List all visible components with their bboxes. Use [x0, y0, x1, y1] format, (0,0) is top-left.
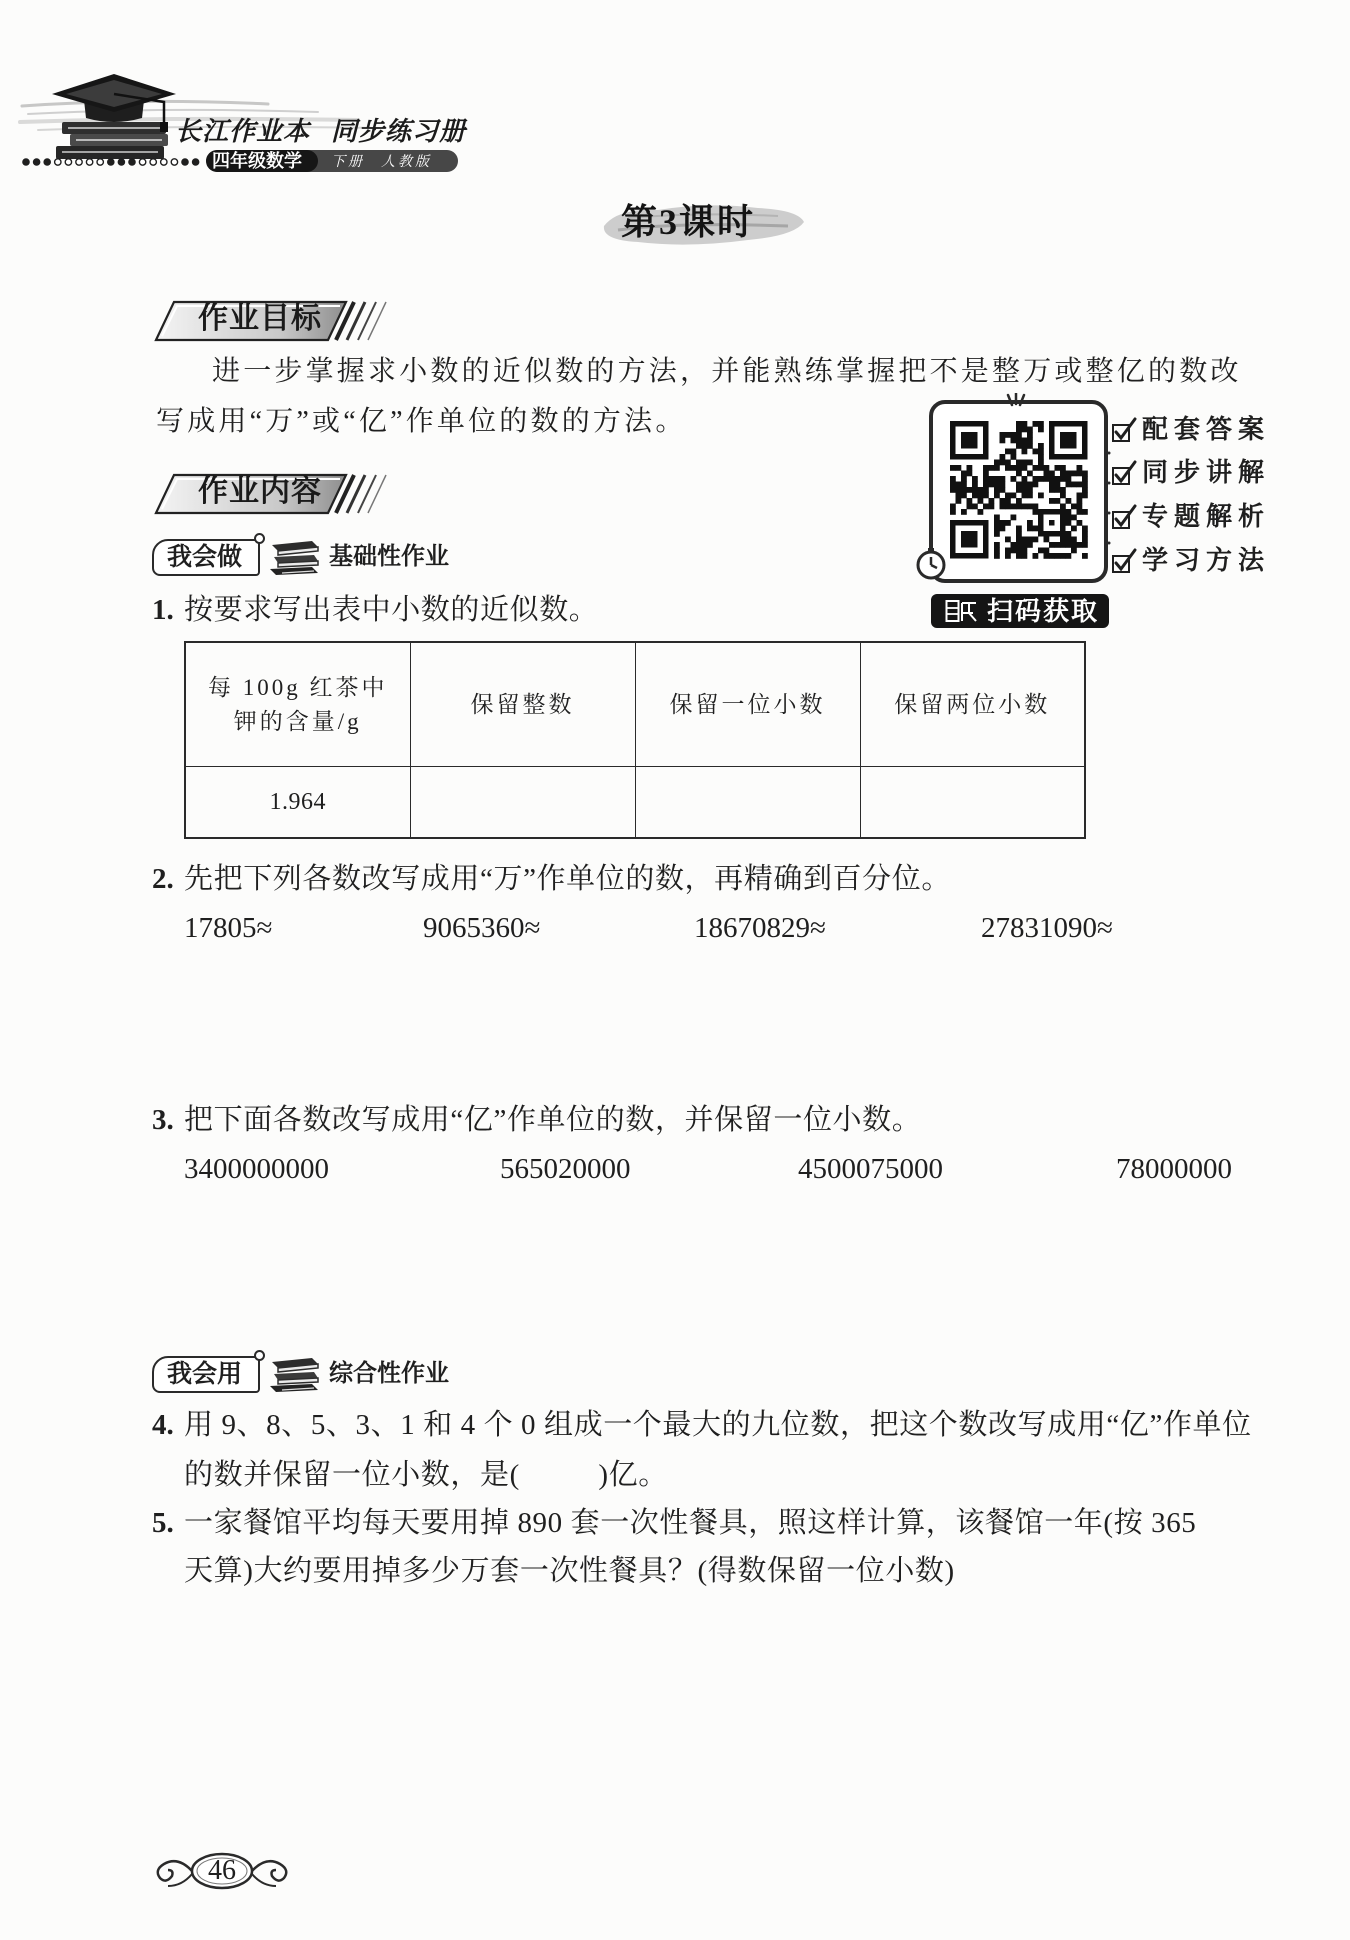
dot-divider — [20, 155, 204, 169]
q2-text: 先把下列各数改写成用“万”作单位的数，再精确到百分位。 — [184, 863, 951, 895]
q2-item: 27831090≈ — [981, 912, 1113, 944]
graduation-cap-books-icon — [48, 66, 178, 166]
header-cell-content: 每 100g 红茶中 钾的含量/g — [185, 642, 410, 767]
answer-cell-one-decimal — [635, 767, 860, 839]
qr-code-icon — [912, 393, 1112, 587]
q4-text-line2: 的数并保留一位小数，是( )亿。 — [184, 1459, 668, 1491]
table-header-row — [185, 642, 1085, 767]
q2-item: 9065360≈ — [423, 912, 541, 944]
q3-number: 3. — [152, 1104, 174, 1136]
checkbox-check-icon — [1110, 547, 1138, 575]
applied-label: 综合性作业 — [329, 1360, 449, 1387]
checkbox-check-icon — [1110, 459, 1138, 487]
header-cell-one-decimal: 保留一位小数 — [635, 642, 860, 767]
feature-study-methods: 学习方法 — [1142, 545, 1271, 575]
q4-number: 4. — [152, 1409, 174, 1441]
answer-cell-integer — [410, 767, 635, 839]
q2-item: 17805≈ — [184, 912, 273, 944]
approximation-table — [184, 641, 1086, 839]
q3-text: 把下面各数改写成用“亿”作单位的数，并保留一位小数。 — [184, 1104, 922, 1136]
scan-eye-icon — [945, 599, 979, 623]
scan-badge-text: 扫码获取 — [987, 596, 1100, 626]
feature-topic-analysis: 专题解析 — [1142, 501, 1271, 531]
q1-text: 按要求写出表中小数的近似数。 — [184, 594, 599, 626]
applied-tag-text: 我会用 — [167, 1360, 243, 1388]
q3-item: 78000000 — [1116, 1153, 1232, 1185]
q1-number: 1. — [152, 594, 174, 626]
feature-explanations: 同步讲解 — [1142, 457, 1271, 487]
value-cell: 1.964 — [185, 767, 410, 839]
q5-text-line1: 一家餐馆平均每天要用掉 890 套一次性餐具，照这样计算，该餐馆一年(按 365 — [184, 1507, 1197, 1539]
lesson-title: 第3课时 — [621, 202, 756, 242]
q2-item: 18670829≈ — [694, 912, 826, 944]
page-number: 46 — [208, 1855, 236, 1886]
q2-number: 2. — [152, 863, 174, 895]
stacked-books-icon — [268, 1354, 322, 1396]
stacked-books-icon — [268, 537, 322, 579]
checkbox-check-icon — [1110, 503, 1138, 531]
feature-answers: 配套答案 — [1142, 414, 1271, 444]
q3-item: 565020000 — [500, 1153, 631, 1185]
brand-title: 长江作业本 — [175, 116, 311, 146]
goal-section-title: 作业目标 — [198, 302, 322, 335]
goal-text-line1: 进一步掌握求小数的近似数的方法，并能熟练掌握把不是整万或整亿的数改 — [212, 356, 1242, 387]
content-section-title: 作业内容 — [198, 475, 322, 508]
scan-badge — [931, 594, 1109, 628]
header-cell-integer: 保留整数 — [410, 642, 635, 767]
q3-item: 4500075000 — [798, 1153, 943, 1185]
volume-label: 下册 — [331, 153, 365, 169]
applied-tag — [152, 1356, 260, 1393]
goal-text-line2: 写成用“万”或“亿”作单位的数的方法。 — [156, 406, 687, 437]
q5-text-line2: 天算)大约要用掉多少万套一次性餐具？(得数保留一位小数) — [184, 1555, 955, 1587]
grade-subject: 四年级数学 — [212, 151, 302, 171]
checkbox-check-icon — [1110, 416, 1138, 444]
q3-item: 3400000000 — [184, 1153, 329, 1185]
basic-label: 基础性作业 — [329, 543, 449, 570]
table-row — [185, 767, 1085, 839]
grade-badge — [206, 150, 458, 172]
header-cell-two-decimal: 保留两位小数 — [860, 642, 1085, 767]
answer-cell-two-decimal — [860, 767, 1085, 839]
basic-tag — [152, 539, 260, 576]
q4-text-line1: 用 9、8、5、3、1 和 4 个 0 组成一个最大的九位数，把这个数改写成用“亿”作单位 — [184, 1409, 1252, 1441]
q5-number: 5. — [152, 1507, 174, 1539]
basic-tag-text: 我会做 — [167, 543, 243, 571]
series-title: 同步练习册 — [331, 116, 467, 146]
edition-label: 人教版 — [381, 153, 432, 169]
